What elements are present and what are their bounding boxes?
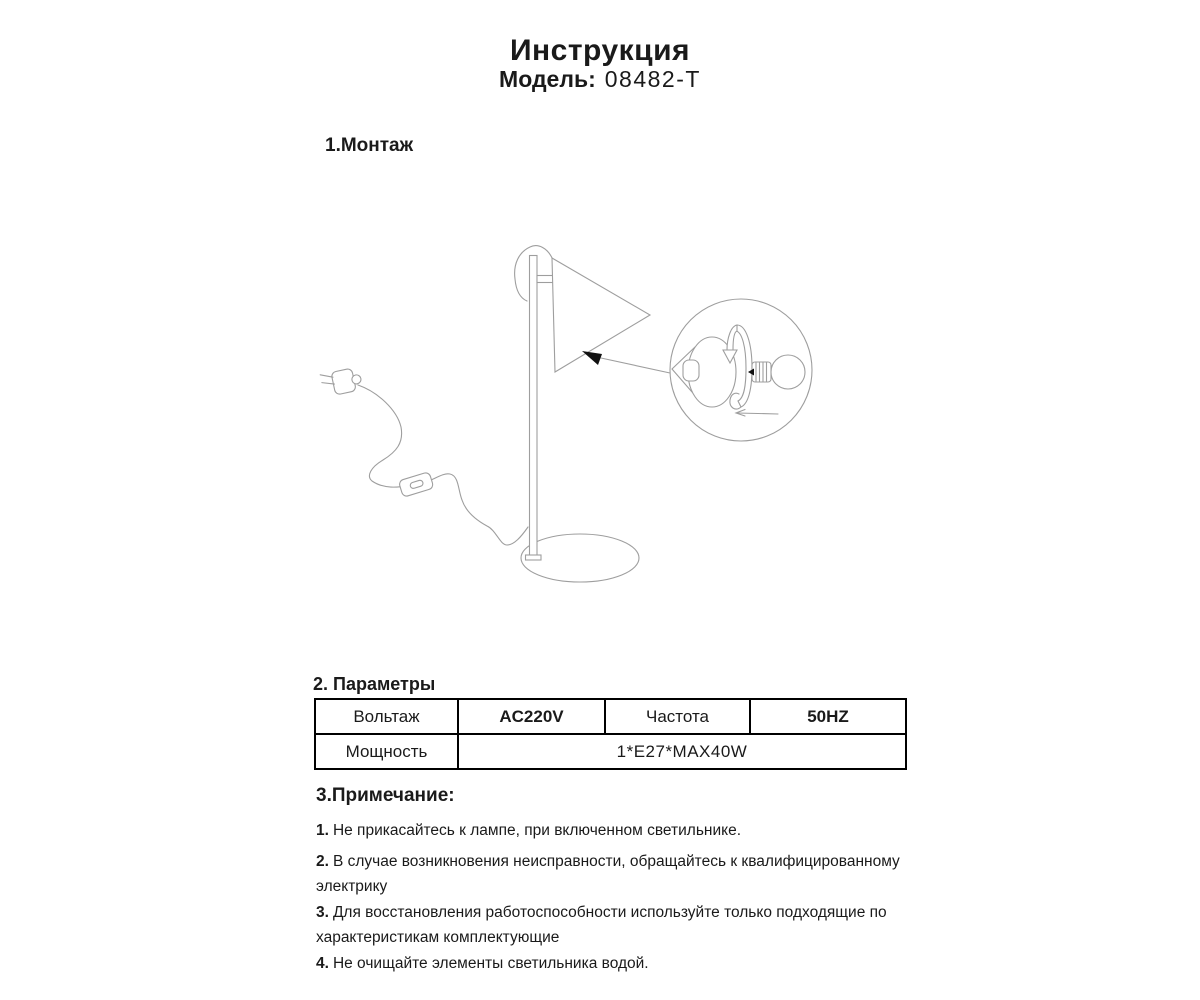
table-row <box>315 699 906 734</box>
section-parameters-heading: 2. Параметры <box>313 674 436 694</box>
model-line <box>0 66 1200 93</box>
section-notes-heading: 3.Примечание: <box>316 785 455 806</box>
model-number: 08482-T <box>604 66 701 92</box>
frequency-value: 50HZ <box>750 699 906 734</box>
power-label: Мощность <box>315 734 458 769</box>
note-number: 1. <box>316 822 329 839</box>
detail-circle <box>670 299 812 441</box>
parameters-table <box>314 698 907 770</box>
note-text: Не прикасайтесь к лампе, при включенном светильнике. <box>332 822 742 839</box>
note-item-1 <box>316 818 916 843</box>
power-cord <box>358 385 528 545</box>
shade-bracket <box>537 276 553 283</box>
lamp-assembly-diagram <box>300 230 860 590</box>
note-number: 4. <box>316 955 329 972</box>
note-text: В случае возникновения неисправности, обращайтесь к квалифицированному электрику <box>316 853 900 895</box>
power-plug-icon <box>320 367 363 398</box>
model-label: Модель: <box>499 66 596 92</box>
note-item-3 <box>316 900 916 950</box>
lamp-pole <box>526 256 542 561</box>
note-text: Для восстановления работоспособности используйте только подходящие по характеристикам комплектующие <box>316 904 887 946</box>
bulb-socket <box>683 360 699 381</box>
pointer-arrow-icon <box>582 351 670 373</box>
voltage-label: Вольтаж <box>315 699 458 734</box>
page-title: Инструкция <box>509 34 691 68</box>
frequency-label: Частота <box>605 699 750 734</box>
section-assembly-heading: 1.Монтаж <box>325 135 414 156</box>
inline-switch-icon <box>398 472 434 498</box>
note-text: Не очищайте элементы светильника водой. <box>332 955 649 972</box>
power-value: 1*E27*MAX40W <box>458 734 906 769</box>
note-item-2 <box>316 849 916 899</box>
table-row <box>315 734 906 769</box>
note-number: 3. <box>316 904 329 921</box>
note-number: 2. <box>316 853 329 870</box>
voltage-value: AC220V <box>458 699 605 734</box>
note-item-4 <box>316 951 916 976</box>
